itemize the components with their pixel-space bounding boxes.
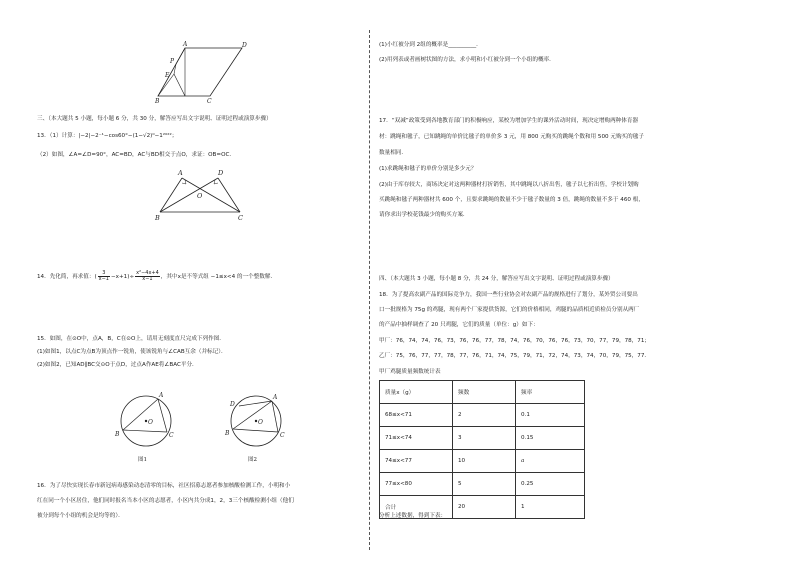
- table-cell: 71≤x<74: [380, 427, 453, 450]
- q18-line1: 18．为了提高农副产品的国际竞争力，我国一些行业协会对农副产品的规格进行了划分，某外贸公司要出: [379, 292, 638, 298]
- q18-line3: 的产品中抽样调查了 20 只鸡腿，它们的质量（单位：g）如下：: [379, 322, 539, 328]
- q13-label-d: D: [218, 169, 224, 177]
- q17-line5: (2)由于库存较大，商场决定对这两种器材打折销售，其中跳绳以八折出售，毽子以七折出售，学校计划购: [379, 182, 639, 188]
- q15-fig1-label-a: A: [159, 392, 164, 399]
- table-header-cell: 质量x（g）: [380, 381, 453, 404]
- q16-line3: 被分到每个小组的机会是均等的）．: [37, 513, 124, 519]
- table-cell: 合计: [380, 496, 453, 519]
- q15-fig1-label-o: O: [148, 419, 153, 426]
- q15-figure-1: [110, 366, 182, 466]
- table-cell: 77≤x<80: [380, 473, 453, 496]
- q15-fig2-label-c: C: [280, 432, 285, 439]
- table-cell: 10: [453, 450, 516, 473]
- table-cell: a: [516, 450, 585, 473]
- q13-label-b: B: [155, 214, 160, 222]
- q13-label-o: O: [197, 192, 203, 200]
- q15-part1: (1)如图1，以点C为点B为顶点作一锐角，使该锐角与∠CAB互余（并标记）．: [37, 349, 227, 355]
- table-cell: 5: [453, 473, 516, 496]
- fig-label-e: E: [165, 72, 170, 79]
- q17-line4: (1)求跳绳和毽子的单价分别是多少元？: [379, 166, 477, 172]
- q18-jia-data: 甲厂：76，74，74，76，73，76，76，77，78，74，76，70，76，76，73，70，77，79，78，71；: [379, 338, 651, 344]
- table-cell: 68≤x<71: [380, 404, 453, 427]
- q15-title: 15．如图，在⊙O中，点A，B，C在⊙O上，请用无刻度直尺完成下列作图．: [37, 336, 225, 342]
- q13-part1: 13．（1）计算：|−2|−2⁻¹−cos60°−(1−√2)⁰−1²⁰²²；: [37, 133, 178, 139]
- q14-fraction-2: $\frac{\text{x²−4x+4}}{x-1}$: [136, 270, 159, 282]
- q14-suffix: ，其中x是不等式组 −1≤x<4 的一个整数解．: [160, 274, 277, 280]
- q17-line6: 买跳绳和毽子两种器材共 600 个，且要求跳绳的数量不少于毽子数量的 3 倍，跳绳的数量不多于 460 根，: [379, 197, 644, 203]
- table-row: [380, 404, 585, 427]
- column-divider: [369, 30, 370, 550]
- q16-part1: (1)小红被分到 2组的概率是__________．: [379, 42, 482, 48]
- q17-line1: 17．“双减”政策受到各地教育部门的积极响应，某校为增加学生的课外活动时间，现决定增购两种体育器: [379, 118, 639, 124]
- q14-fraction-1: $\frac{3}{x-1}$: [98, 270, 109, 282]
- q14-prefix: 14．先化简，再求值：: [37, 274, 95, 280]
- table-row: [380, 450, 585, 473]
- fig-label-b: B: [155, 98, 160, 105]
- table-header-cell: 频数: [453, 381, 516, 404]
- q15-fig1-caption: 图1: [138, 457, 147, 463]
- q16-part2: (2)用列表或者画树状图的方法，求小明和小红被分到一个小组的概率．: [379, 57, 555, 63]
- q13-part2: （2）如图，∠A=∠D=90°，AC=BD，AC与BD相交于点O，求证：OB=OC．: [37, 152, 235, 158]
- q15-part2: (2)如图2，已知AD∥BC交⊙O于点D，过点A作AE将∠BAC平分．: [37, 362, 198, 368]
- table-cell: 0.25: [516, 473, 585, 496]
- q18-yi-data: 乙厂：75，76，77，77，78，77，76，71，74，75，79，71，72，74，73，74，70，79，75，77．: [379, 353, 651, 359]
- q15-figure-2: [220, 366, 292, 466]
- q15-fig1-label-c: C: [169, 432, 174, 439]
- frequency-table: [379, 380, 585, 519]
- fig-label-a: A: [183, 41, 188, 48]
- table-header-cell: 频率: [516, 381, 585, 404]
- q14-line: 14．先化简，再求值：( $\frac{3}{x-1}$ −x+1)÷ $\frac{\text{x²−4x+4}}{x-1}$ ，其中x是不等式组 −1≤x<4 的一个整数解．: [37, 270, 277, 282]
- section3-heading: 三、（本大题共 5 小题，每小题 6 分，共 30 分，解答应写出文字说明、证明过程或演算步骤）: [37, 116, 272, 122]
- fig-label-d: D: [242, 42, 247, 49]
- q15-fig2-label-d: D: [230, 401, 235, 408]
- q13-figure: [152, 166, 252, 222]
- q13-label-c: C: [238, 214, 243, 222]
- fig-label-c: C: [207, 98, 212, 105]
- table-tail-text: 分析上述数据，得到下表：: [379, 513, 447, 519]
- q15-fig2-caption: 图2: [248, 457, 257, 463]
- table-cell: 1: [516, 496, 585, 519]
- q18-line2: 口一批规格为 75g 的鸡腿，现有两个厂家提供货源，它们的价格相同，鸡腿的品质相近质检员分别从两厂: [379, 307, 640, 313]
- table-cell: 20: [453, 496, 516, 519]
- table-cell: 0.15: [516, 427, 585, 450]
- q17-line7: 请你求出学校花钱最少的购买方案．: [379, 212, 469, 218]
- table-row: [380, 473, 585, 496]
- table-cell: 2: [453, 404, 516, 427]
- table-cell: 0.1: [516, 404, 585, 427]
- q17-line2: 材：跳绳和毽子，已知跳绳的单价比毽子的单价多 3 元，用 800 元购买的跳绳个数和用 500 元购买的毽子: [379, 134, 644, 140]
- q15-fig2-label-a: A: [273, 394, 278, 401]
- q16-line1: 16．为了尽快实现长春市新冠病毒感染动态清零的目标，社区招募志愿者参加核酸检测工作，小明和小: [37, 483, 291, 489]
- q15-fig2-label-b: B: [225, 430, 230, 437]
- table-cell: 3: [453, 427, 516, 450]
- section4-heading: 四、（本大题共 3 小题，每小题 8 分，共 24 分，解答应写出文字说明、证明过程或演算步骤）: [379, 276, 614, 282]
- table-cell: 74≤x<77: [380, 450, 453, 473]
- q17-line3: 数量相同．: [379, 150, 407, 156]
- table-title: 甲厂鸡腿质量频数统计表: [379, 369, 441, 375]
- fig-label-p: P: [170, 58, 175, 65]
- q13-label-a: A: [178, 169, 183, 177]
- table-row: [380, 427, 585, 450]
- q16-line2: 红在同一个小区居住，他们同时报名当本小区的志愿者，小区内共分成1，2，3三个核酸检测小组（他们: [37, 498, 294, 504]
- parallelogram-figure: [150, 40, 250, 106]
- q15-fig1-label-b: B: [115, 431, 120, 438]
- table-header-row: [380, 381, 585, 404]
- q15-fig2-label-o: O: [258, 419, 263, 426]
